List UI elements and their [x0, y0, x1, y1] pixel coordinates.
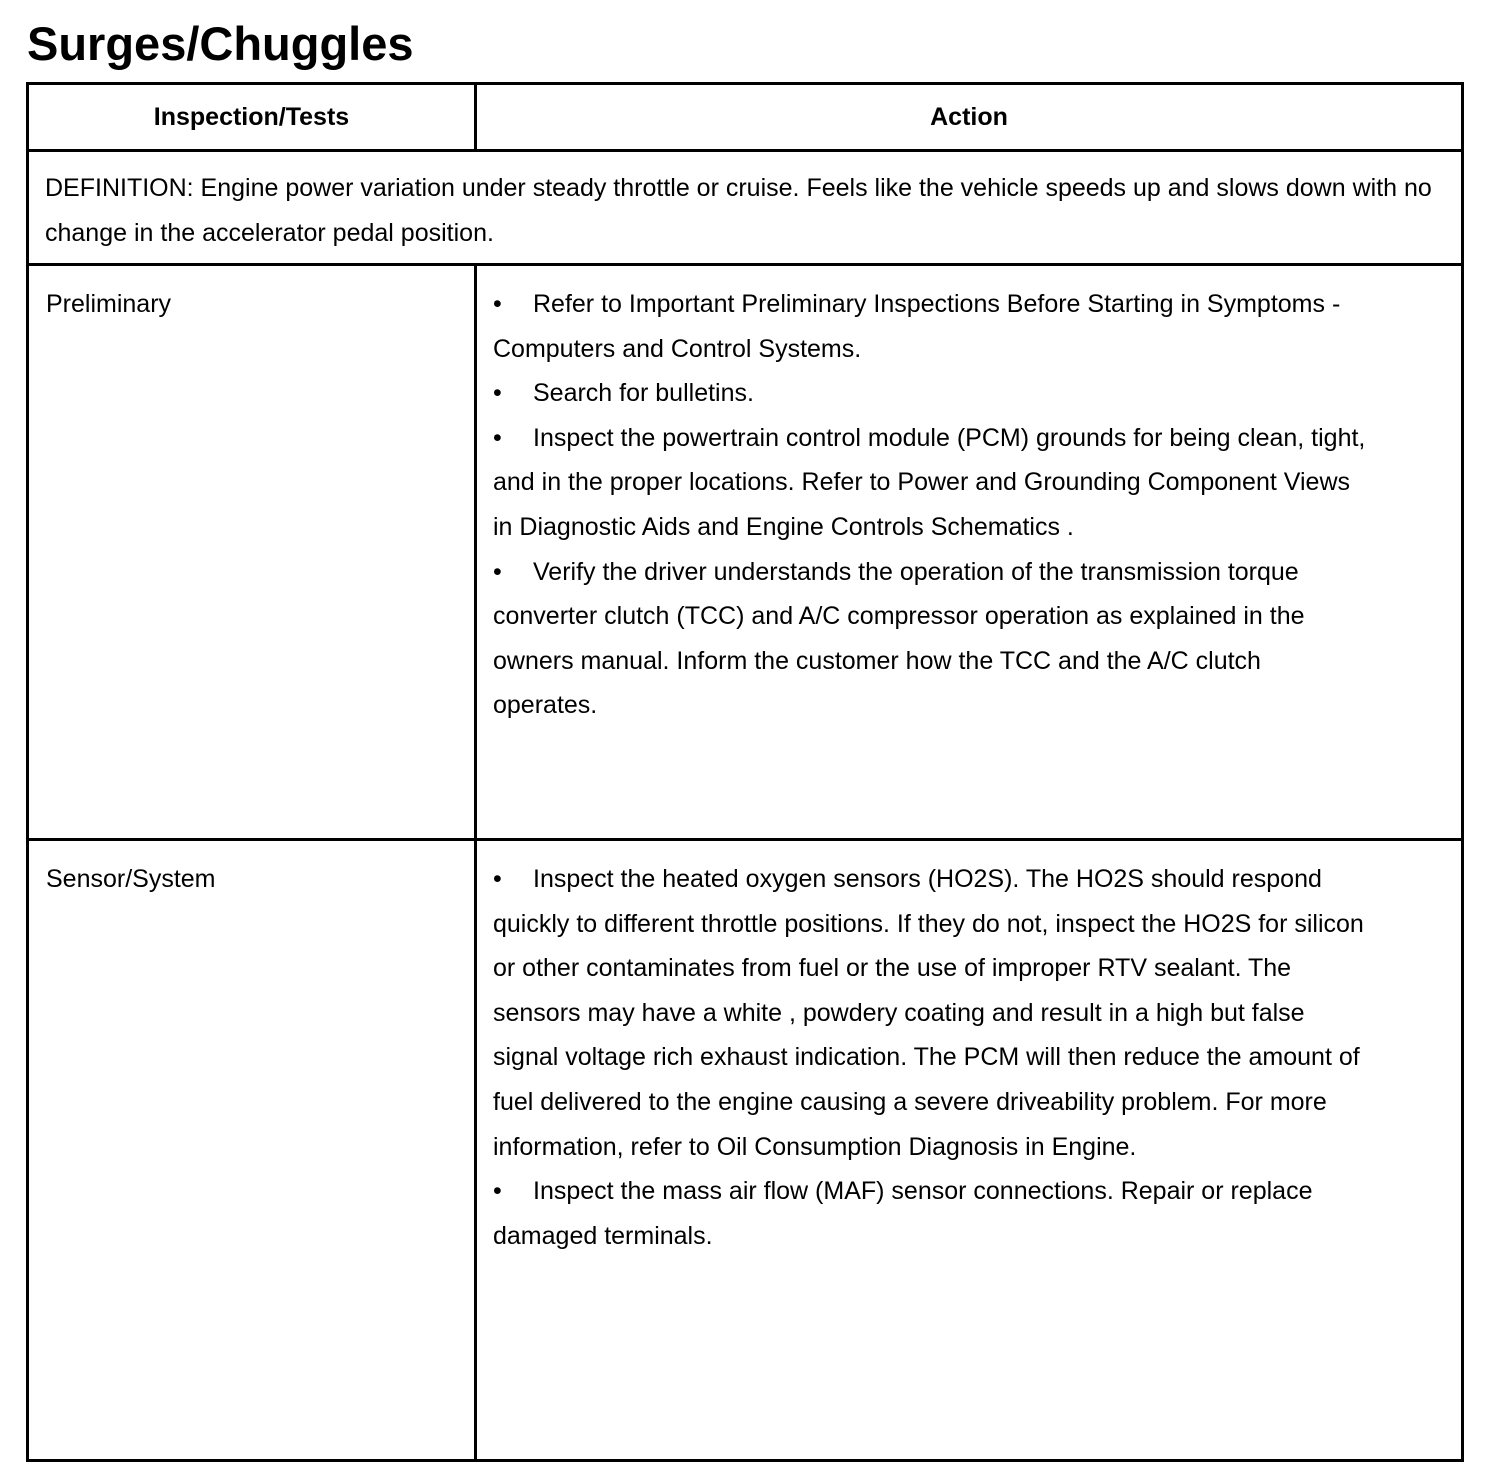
- table-row: [28, 265, 1463, 840]
- action-text: Search for bulletins.: [533, 379, 754, 408]
- definition-text: DEFINITION: Engine power variation under steady throttle or cruise. Feels like the vehicle speeds up and slows down with no change in the accelerator pedal position.: [28, 151, 1463, 265]
- action-text: Inspect the mass air flow (MAF) sensor connections. Repair or replace damaged terminals.: [493, 1177, 1313, 1250]
- row-label-preliminary: Preliminary: [28, 265, 476, 840]
- action-bullet-item: [493, 416, 1371, 550]
- header-action: Action: [476, 84, 1463, 151]
- action-bullet-item: [493, 550, 1371, 728]
- row-actions-preliminary: [476, 265, 1463, 840]
- table-header-row: [28, 84, 1463, 151]
- bullet-icon: •: [493, 1177, 502, 1206]
- action-bullet-item: [493, 282, 1371, 371]
- action-bullet-item: [493, 1169, 1371, 1258]
- action-text: Inspect the heated oxygen sensors (HO2S). The HO2S should respond quickly to different throttle positions. If they do not, inspect the HO2S for silicon or other contaminates from fuel or the use of improper RTV sealant. The sensors may have a white , powdery coating and result in a high but false signal voltage rich exhaust indication. The PCM will then reduce the amount of fuel delivered to the engine causing a severe driveability problem. For more information, refer to Oil Consumption Diagnosis in Engine.: [493, 865, 1364, 1161]
- bullet-icon: •: [493, 290, 502, 318]
- bullet-icon: •: [493, 423, 502, 452]
- definition-row: [28, 151, 1463, 265]
- bullet-icon: •: [493, 557, 502, 586]
- action-text: Refer to Important Preliminary Inspections Before Starting in Symptoms - Computers and Control Systems.: [493, 290, 1341, 363]
- action-text: Inspect the powertrain control module (PCM) grounds for being clean, tight, and in the proper locations. Refer to Power and Grounding Component Views in Diagnostic Aids and Engine Controls Schematics .: [493, 423, 1366, 541]
- bullet-icon: •: [493, 379, 502, 408]
- action-bullet-item: [493, 371, 1371, 416]
- row-actions-sensor-system: [476, 840, 1463, 1461]
- action-text: Verify the driver understands the operation of the transmission torque converter clutch (TCC) and A/C compressor operation as explained in the owners manual. Inform the customer how the TCC and the A/C clutch operates.: [493, 557, 1305, 720]
- diagnostic-table: [26, 82, 1464, 1462]
- table-row: [28, 840, 1463, 1461]
- action-bullet-item: [493, 857, 1371, 1169]
- row-label-sensor-system: Sensor/System: [28, 840, 476, 1461]
- header-inspection-tests: Inspection/Tests: [28, 84, 476, 151]
- bullet-icon: •: [493, 865, 502, 893]
- page-title: Surges/Chuggles: [27, 17, 414, 70]
